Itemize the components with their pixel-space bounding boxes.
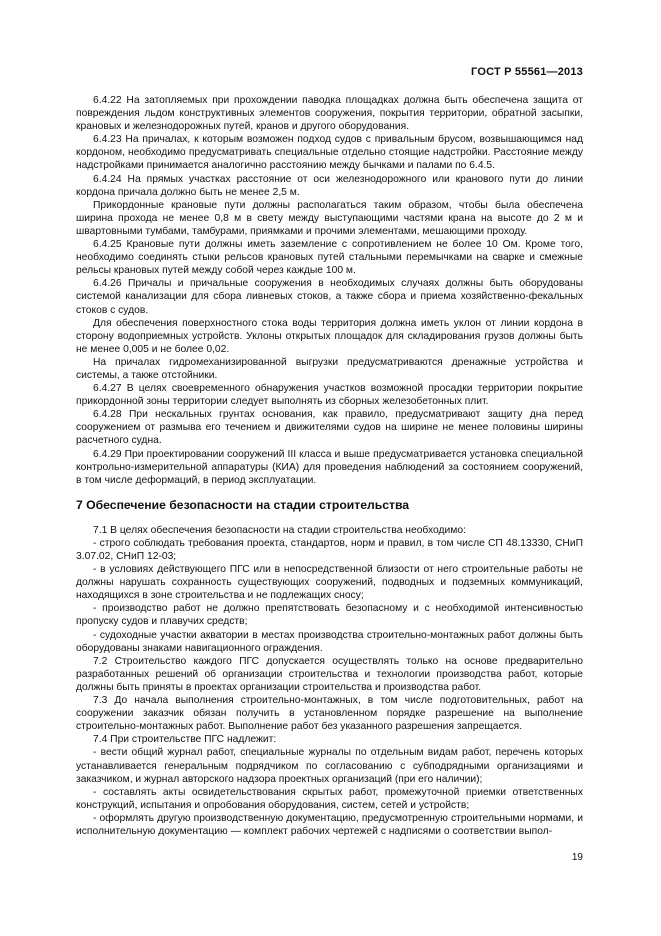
paragraph-6-4-27: 6.4.27 В целях своевременного обнаружения участков возможной просадки территории покрытие прикордонной зоны территории следует выполнять из сборных железобетонных плит. bbox=[76, 383, 583, 408]
paragraph-7-4: 7.4 При строительстве ПГС надлежит: bbox=[93, 734, 277, 746]
list-item-7-1-a: - строго соблюдать требования проекта, стандартов, норм и правил, в том числе СП 48.13330, СНиП 3.07.02, СНиП 12-03; bbox=[76, 537, 583, 562]
list-item-7-4-a: - вести общий журнал работ, специальные журналы по отдельным видам работ, перечень которых устанавливается генеральным подрядчиком по согласованию с субподрядными организациями и заказчиком, и журнал авторского надзора проектных организаций (при его наличии); bbox=[76, 747, 583, 785]
list-item-7-1-c: - производство работ не должно препятствовать безопасному и с необходимой интенсивностью пропуску судов и плавучих средств; bbox=[76, 603, 583, 628]
list-item-7-1-b: - в условиях действующего ПГС или в непосредственной близости от него строительные работы не должны нарушать сохранность существующих сооружений, подводных и подземных коммуникаций, находящихся в зоне строительства и не подлежащих сносу; bbox=[76, 564, 583, 602]
section-7-heading: 7 Обеспечение безопасности на стадии строительства bbox=[76, 497, 410, 512]
page-number: 19 bbox=[571, 852, 583, 863]
paragraph-6-4-23: 6.4.23 На причалах, к которым возможен подход судов с привальным брусом, возвышающимся над кордоном, необходимо предусматривать специальные отдельно стоящие надстройки. Расстояние между надстройками принимается аналогично расстоянию между бычками и палами по 6.4.5. bbox=[76, 134, 583, 172]
paragraph-surface-runoff: Для обеспечения поверхностного стока воды территория должна иметь уклон от линии кордона в сторону водоприемных устройств. Уклоны открытых площадок для складирования грузов должны быть не менее 0,005 и не более 0,02. bbox=[76, 317, 583, 355]
page-header-standard: ГОСТ Р 55561—2013 bbox=[471, 66, 583, 78]
paragraph-6-4-24: 6.4.24 На прямых участках расстояние от оси железнодорожного или кранового пути до линии кордона причала должно быть не менее 2,5 м. bbox=[76, 173, 583, 198]
list-item-7-1-d: - судоходные участки акватории в местах производства строительно-монтажных работ должны быть оборудованы знаками навигационного ограждения. bbox=[76, 629, 583, 654]
paragraph-7-3: 7.3 До начала выполнения строительно-монтажных, в том числе подготовительных, работ на сооружении заказчик обязан получить в установленном порядке разрешение на выполнение строительно-монтажных работ. Выполнение работ без указанного разрешения запрещается. bbox=[76, 695, 583, 733]
paragraph-drainage: На причалах гидромеханизированной выгрузки предусматриваются дренажные устройства и системы, а также отстойники. bbox=[76, 356, 583, 381]
list-item-7-4-c: - оформлять другую производственную документацию, предусмотренную строительными нормами, и исполнительную документацию — комплект рабочих чертежей с надписями о соответствии выпол- bbox=[76, 812, 583, 837]
paragraph-6-4-26: 6.4.26 Причалы и причальные сооружения в необходимых случаях должны быть оборудованы системой канализации для сбора ливневых стоков, а также сбора и приема хозяйственно-фекальных стоков с судов. bbox=[76, 278, 583, 316]
paragraph-7-2: 7.2 Строительство каждого ПГС допускается осуществлять только на основе предварительно разработанных решений об организации строительства и технологии производства работ, которые должны быть приняты в проектах организации строительства и производства работ. bbox=[76, 655, 583, 693]
document-body bbox=[76, 94, 583, 838]
list-item-7-4-b: - составлять акты освидетельствования скрытых работ, промежуточной приемки ответственных конструкций, испытания и опробования оборудования, систем, сетей и устройств; bbox=[76, 786, 583, 811]
paragraph-6-4-25: 6.4.25 Крановые пути должны иметь заземление с сопротивлением не более 10 Ом. Кроме того, необходимо соединять стыки рельсов крановых путей стальными перемычками на сварке и смежные рельсы крановых путей между собой через каждые 100 м. bbox=[76, 239, 583, 277]
paragraph-crane-tracks: Прикордонные крановые пути должны располагаться таким образом, чтобы была обеспечена ширина прохода не менее 0,8 м в свету между выступающими частями крана на высоте до 2 м и швартовными тумбами, тамбурами, приямками и прочими элементами, мешающими проходу. bbox=[76, 199, 583, 237]
paragraph-6-4-22: 6.4.22 На затопляемых при прохождении паводка площадках должна быть обеспечена защита от повреждения льдом конструктивных элементов сооружения, покрытия территории, обратной засыпки, крановых и железнодорожных путей, кранов и другого оборудования. bbox=[76, 95, 583, 133]
paragraph-6-4-29: 6.4.29 При проектировании сооружений III класса и выше предусматривается установка специальной контрольно-измерительной аппаратуры (КИА) для проведения наблюдений за состоянием сооружений, в том числе деформаций, в период эксплуатации. bbox=[76, 448, 583, 486]
paragraph-6-4-28: 6.4.28 При нескальных грунтах основания, как правило, предусматривают защиту дна перед сооружением от размыва его течением и движителями судов на ширине не менее половины ширины расчетного судна. bbox=[76, 409, 583, 447]
paragraph-7-1: 7.1 В целях обеспечения безопасности на стадии строительства необходимо: bbox=[93, 524, 466, 536]
